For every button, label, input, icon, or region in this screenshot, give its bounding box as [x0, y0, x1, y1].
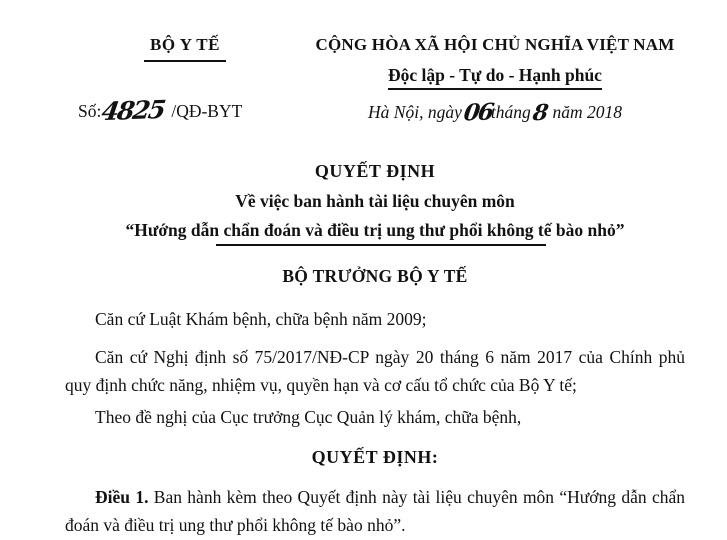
date-mid: tháng [490, 102, 531, 122]
national-motto-line1: CỘNG HÒA XÃ HỘI CHỦ NGHĨA VIỆT NAM [315, 35, 675, 54]
decision-subject: “Hướng dẫn chẩn đoán và điều trị ung thư phổi không tế bào nhỏ” [125, 220, 625, 240]
decision-title: QUYẾT ĐỊNH [314, 161, 436, 181]
issuing-org-name: BỘ Y TẾ [144, 35, 226, 62]
document-number-suffix: /QĐ-BYT [171, 101, 243, 121]
document-body [65, 305, 685, 539]
national-motto-text: Độc lập - Tự do - Hạnh phúc [388, 65, 602, 90]
date-prefix: Hà Nội, ngày [368, 102, 462, 122]
date-suffix: năm 2018 [552, 102, 622, 122]
issuing-org-block [65, 35, 305, 126]
article-1-text: Ban hành kèm theo Quyết định này tài liệu chuyên môn “Hướng dẫn chẩn đoán và điều trị ung thư phổi không tế bào nhỏ”. [65, 487, 685, 535]
decision-subtitle: Về việc ban hành tài liệu chuyên môn [235, 191, 515, 211]
proposal-paragraph: Theo đề nghị của Cục trưởng Cục Quản lý khám, chữa bệnh, [95, 407, 522, 427]
national-motto-line2 [305, 65, 685, 90]
legal-basis-paragraph-1: Căn cứ Luật Khám bệnh, chữa bệnh năm 2009; [95, 309, 427, 329]
document-header [65, 35, 685, 126]
decision-subject-underline [216, 244, 546, 246]
date-day-handwritten: 06 [461, 98, 494, 127]
document-number-handwritten: 4825 [100, 94, 167, 127]
national-header-block [305, 35, 685, 126]
document-number [65, 94, 305, 127]
article-1-label: Điều 1. [95, 487, 149, 507]
legal-basis-paragraph-2: Căn cứ Nghị định số 75/2017/NĐ-CP ngày 20 tháng 6 năm 2017 của Chính phủ quy định chức năng, nhiệm vụ, quyền hạn và cơ cấu tổ chức của Bộ Y tế; [65, 347, 685, 395]
date-month-handwritten: 8 [530, 99, 548, 127]
issue-date-line [305, 98, 685, 126]
document-number-prefix: Số: [78, 101, 102, 121]
authority-heading: BỘ TRƯỞNG BỘ Y TẾ [282, 266, 468, 286]
decision-heading: QUYẾT ĐỊNH: [311, 447, 439, 467]
decision-title-block [65, 160, 685, 246]
article-1-paragraph [65, 483, 685, 539]
